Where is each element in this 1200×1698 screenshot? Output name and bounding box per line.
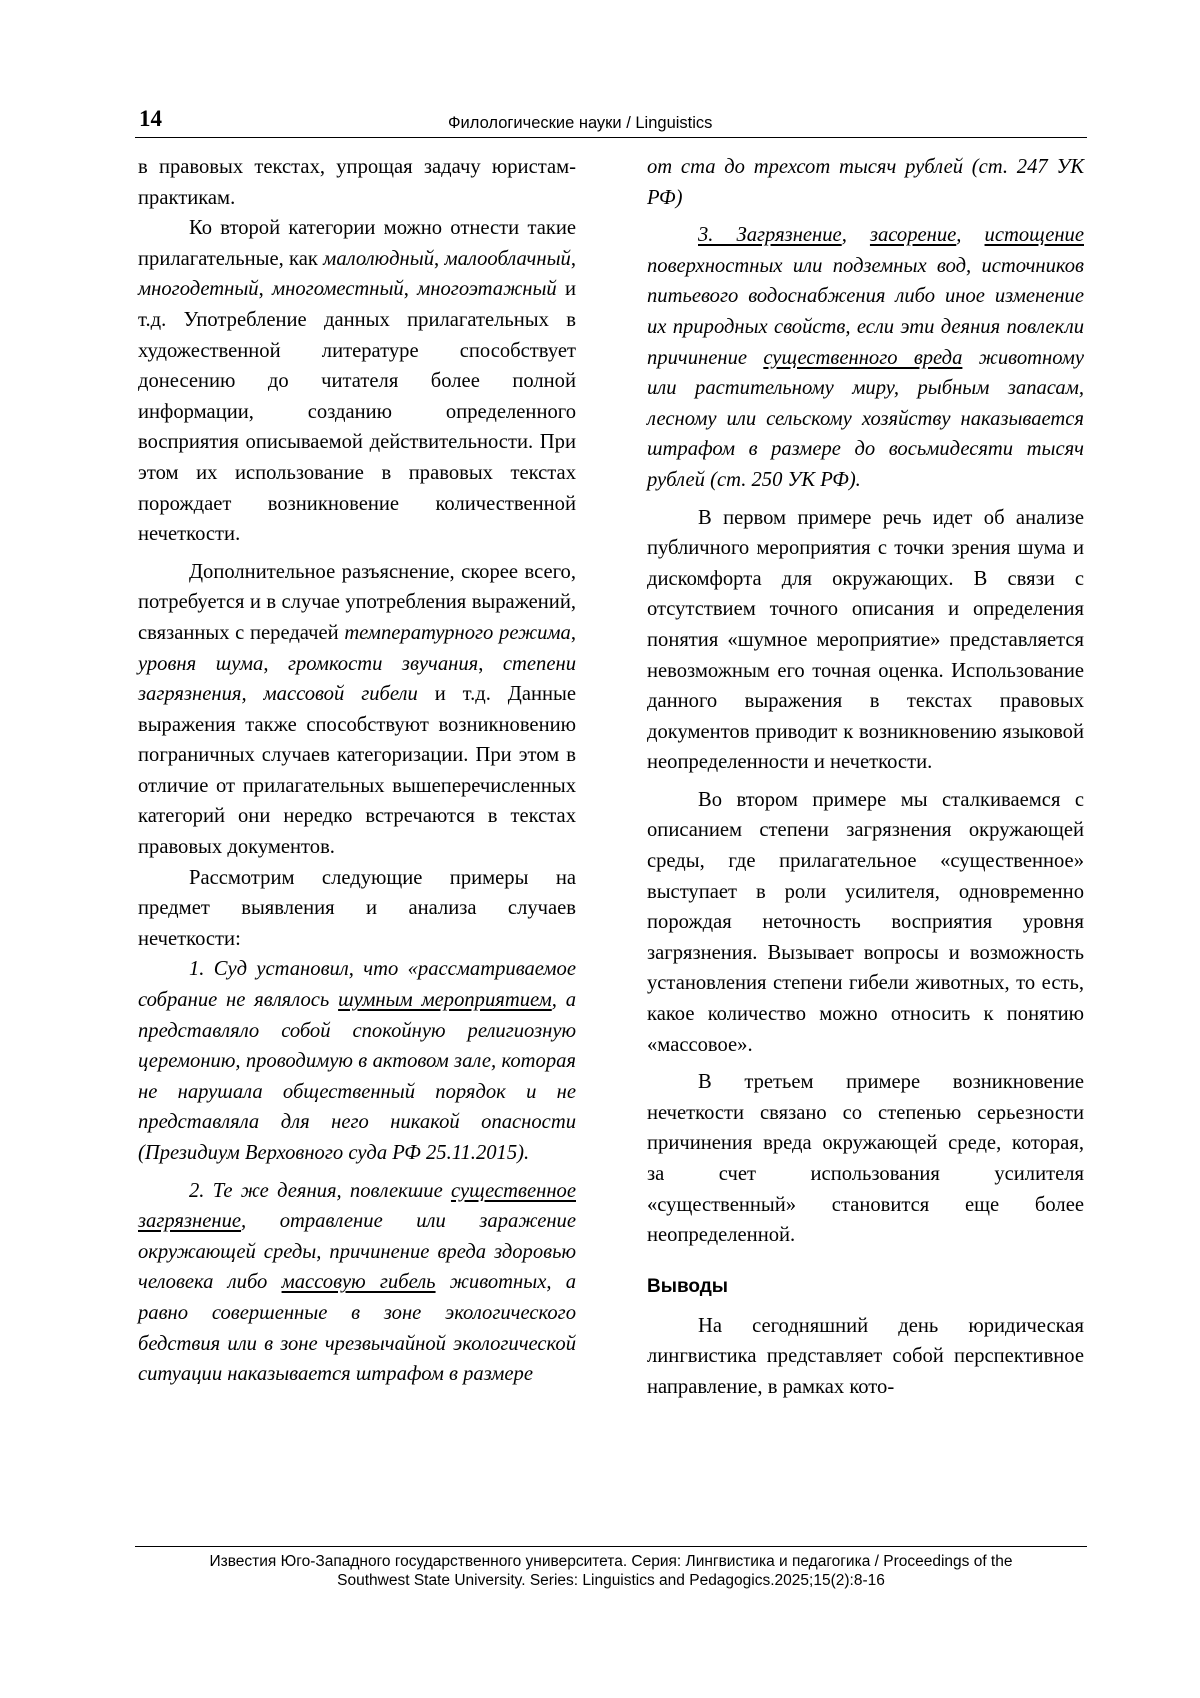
footer-line-1: Известия Юго-Западного государственного университета. Серия: Лингвистика и педагогика / Proceedings of the [209,1553,1013,1570]
paragraph-second-category: Ко второй категории можно отнести такие прилагательные, как малолюдный, малооблачный, многодетный, многоместный, многоэтажный и т.д. Употребление данных прилагательных в художественной литературе способствует донесению до читателя более полной информации, созданию определенного восприятия описываемой действительности. При этом их использование в правовых текстах порождает возникновение количественной нечеткости. [138,217,577,546]
right-column [647,152,1084,1403]
paragraph-first-example-analysis: В первом примере речь идет об анализе публичного мероприятия с точки зрения шума и дискомфорта для окружающих. В связи с отсутствием точного описания и определения понятия «шумное мероприятие» представляется невозможным его точная оценка. Использование данного выражения в текстах правовых документов приводит к возникновению языковой неопределенности и нечеткости. [647,506,1084,774]
paragraph-examples-intro: Рассмотрим следующие примеры на предмет выявления и анализа случаев нечеткости: [138,866,576,950]
paragraph-continuation: в правовых текстах, упрощая задачу юристам-практикам. [138,156,576,209]
paragraph-second-example-analysis: Во втором примере мы сталкиваемся с описанием степени загрязнения окружающей среды, где прилагательное «существенное» выступает в роли усилителя, одновременно порождая неточность восприятия уровня загрязнения. Вызывает вопросы и возможность установления степени гибели животных, то есть, какое количество можно относить к понятию «массовое». [647,788,1084,1056]
example-2-continuation: от ста до трехсот тысяч рублей (ст. 247 УК РФ) [647,156,1084,209]
example-3: 3. Загрязнение, засорение, истощение поверхностных или подземных вод, источников питьевого водоснабжения либо иное изменение их природных свойств, если эти деяния повлекли причинение существенного вреда животному или растительному миру, рыбным запасам, лесному или сельскому хозяйству наказывается штрафом в размере до восьмидесяти тысяч рублей (ст. 250 УК РФ). [647,224,1084,491]
example-1: 1. Суд установил, что «рассматриваемое собрание не являлось шумным мероприятием, а представляло собой спокойную религиозную церемонию, проводимую в актовом зале, которая не нарушала общественный порядок и не представляла для него никакой опасности (Президиум Верховного суда РФ 25.11.2015). [138,958,576,1164]
journal-footer [135,1552,1087,1590]
conclusions-heading: Выводы [647,1275,729,1297]
running-title: Филологические науки / Linguistics [448,114,713,132]
left-column [138,152,576,1390]
paragraph-additional-clarification: Дополнительное разъяснение, скорее всего, потребуется и в случае употребления выражений, связанных с передачей температурного режима, уровня шума, громкости звучания, степени загрязнения, массовой гибели и т.д. Данные выражения также способствуют возникновению пограничных случаев категоризации. При этом в отличие от прилагательных вышеперечисленных категорий они нередко встречаются в текстах правовых документов. [138,560,577,859]
example-2: 2. Те же деяния, повлекшие существенное загрязнение, отравление или заражение окружающей среды, причинение вреда здоровью человека либо массовую гибель животных, а равно совершенные в зоне экологического бедствия или в зоне чрезвычайной экологической ситуации наказывается штрафом в размере [138,1179,577,1386]
footer-line-2: Southwest State University. Series: Linguistics and Pedagogics.2025;15(2):8-16 [337,1572,885,1589]
paragraph-conclusions: На сегодняшний день юридическая лингвистика представляет собой перспективное направление, в рамках кото- [647,1314,1084,1398]
page-number: 14 [139,106,162,131]
paragraph-third-example-analysis: В третьем примере возникновение нечеткости связано со степенью серьезности причинения вреда окружающей среде, которая, за счет использования усилителя «существенный» становится еще более неопределенной. [647,1071,1084,1247]
header-rule [135,137,1087,138]
footer-rule [135,1546,1087,1547]
